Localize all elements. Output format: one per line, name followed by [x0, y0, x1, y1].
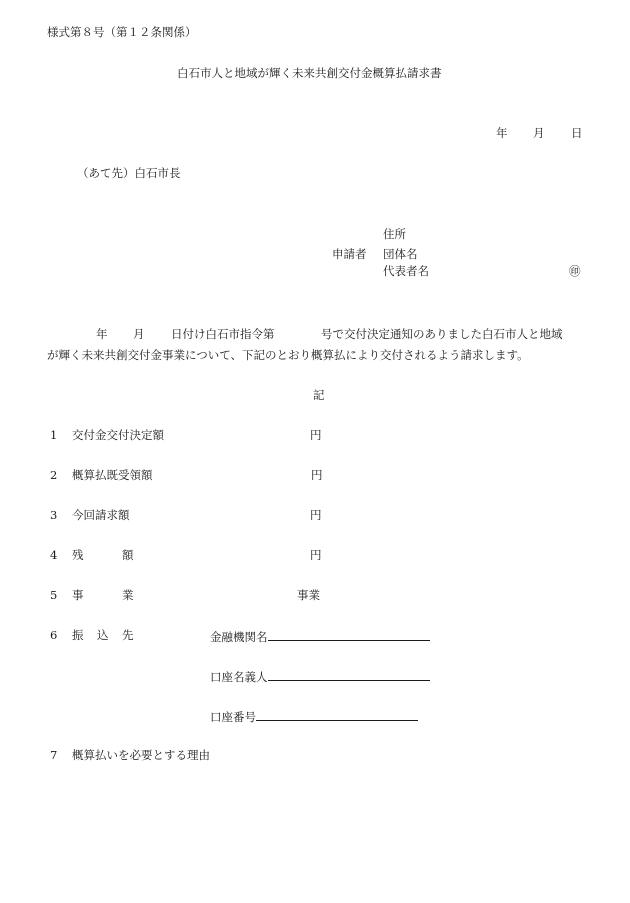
body-line1-rest: 号で交付決定通知のありました白石市人と地域	[321, 327, 563, 341]
item-4-label-b: 額	[122, 548, 134, 562]
item-2-number: 2	[50, 468, 58, 482]
item-1-number: 1	[50, 428, 58, 442]
addressee: （あて先）白石市長	[77, 166, 181, 180]
item-6-label-c: 先	[122, 628, 134, 642]
item-6-label-a: 振	[72, 628, 84, 642]
item-4-label-a: 残	[72, 548, 84, 562]
date-month-label: 月	[533, 126, 545, 140]
item-1-label: 交付金交付決定額	[72, 428, 164, 442]
bank-name-field[interactable]	[210, 628, 430, 644]
bank-name-label: 金融機関名	[210, 630, 268, 644]
address-label: 住所	[383, 227, 406, 241]
bank-name-line[interactable]	[268, 628, 430, 641]
body-line2: が輝く未来共創交付金事業について、下記のとおり概算払により交付されるよう請求します。	[47, 348, 529, 362]
item-6-number: 6	[50, 628, 58, 642]
item-5-unit: 事業	[297, 588, 320, 602]
account-number-field[interactable]	[210, 708, 418, 724]
item-3-label: 今回請求額	[72, 508, 130, 522]
date-day-label: 日	[571, 126, 583, 140]
item-5-label-b: 業	[122, 588, 134, 602]
account-number-line[interactable]	[256, 708, 418, 721]
account-holder-field[interactable]	[210, 668, 430, 684]
form-number: 様式第８号（第１２条関係）	[47, 25, 197, 39]
item-3-number: 3	[50, 508, 58, 522]
item-1-unit: 円	[310, 428, 322, 442]
applicant-role-label: 申請者	[332, 247, 367, 261]
item-7-number: 7	[50, 748, 58, 762]
account-holder-label: 口座名義人	[210, 670, 268, 684]
item-2-label: 概算払既受領額	[72, 468, 153, 482]
account-number-label: 口座番号	[210, 710, 256, 724]
body-date-text: 日付け白石市指令第	[171, 327, 275, 341]
item-2-unit: 円	[311, 468, 323, 482]
ki-heading: 記	[313, 388, 325, 402]
date-year-label: 年	[496, 126, 508, 140]
body-year-label: 年	[96, 327, 108, 341]
item-4-unit: 円	[310, 548, 322, 562]
item-5-label-a: 事	[72, 588, 84, 602]
page-title: 白石市人と地域が輝く未来共創交付金概算払請求書	[177, 66, 442, 80]
body-month-label: 月	[133, 327, 145, 341]
item-7-label: 概算払いを必要とする理由	[72, 748, 210, 762]
item-4-number: 4	[50, 548, 58, 562]
account-holder-line[interactable]	[268, 668, 430, 681]
representative-label: 代表者名	[383, 264, 429, 278]
item-6-label-b: 込	[97, 628, 109, 642]
item-3-unit: 円	[310, 508, 322, 522]
group-name-label: 団体名	[383, 247, 418, 261]
item-5-number: 5	[50, 588, 58, 602]
seal-mark: ㊞	[569, 264, 581, 278]
